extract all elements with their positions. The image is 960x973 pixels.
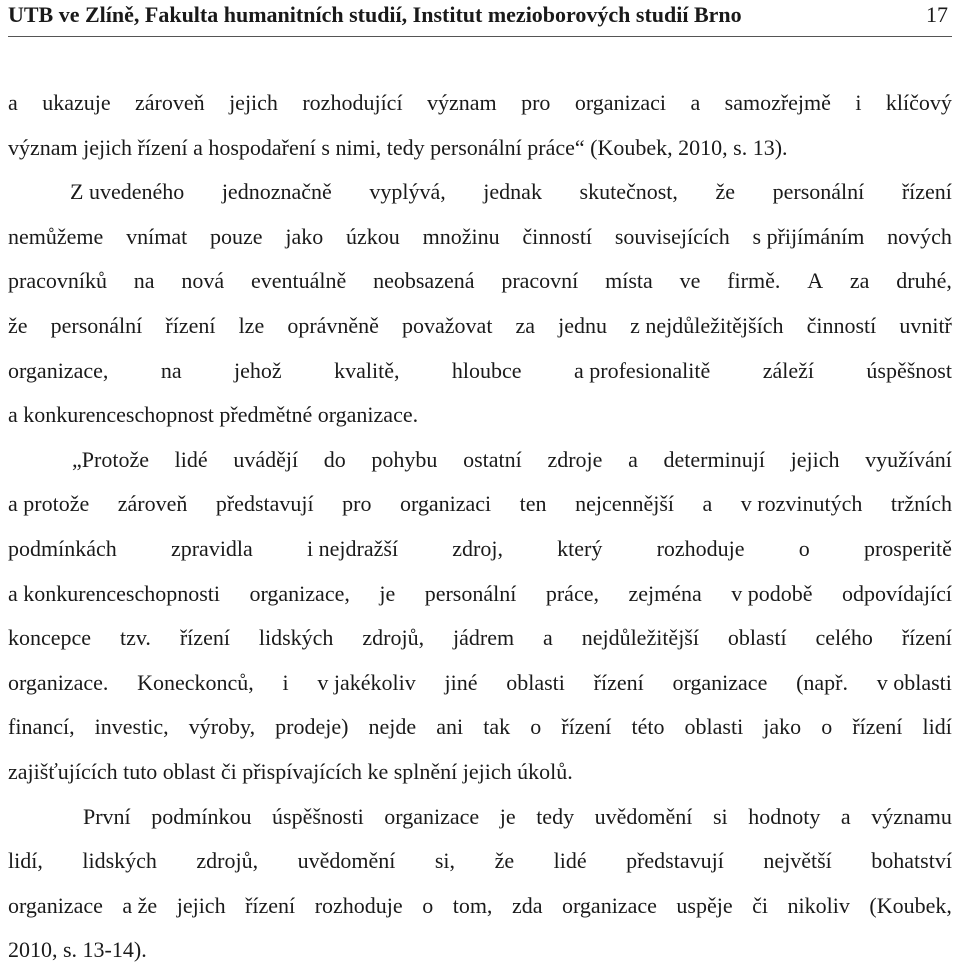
word: nemůžeme [8,223,104,249]
word: pohybu [371,446,438,472]
word: organizace [562,892,657,918]
text-line [8,884,952,929]
text-line [8,661,952,706]
text-line [8,616,952,661]
word: největší [763,848,832,874]
word: a [690,90,701,115]
word: determinují [663,446,765,472]
word: organizace [384,803,480,829]
word: lidé [553,848,587,874]
word: pro [342,491,372,517]
word: a že [122,892,158,918]
text-line [8,304,952,349]
word: nových [887,223,952,249]
word: tom, [452,892,493,918]
word: První [83,803,131,829]
word: v rozvinutých [740,491,863,517]
word: ukazuje [42,90,111,115]
word: ani [436,714,464,740]
word: řízení [245,892,296,918]
word: této [631,714,665,740]
word: celého [815,625,873,651]
word: a profesionalitě [574,357,711,383]
word: ve [679,268,701,294]
text-line [8,482,952,527]
word: skutečnost, [579,179,678,205]
word: (např. [796,669,848,695]
word: nejcennější [575,491,675,517]
word: a [840,803,851,829]
word: že [8,312,28,338]
page-header [8,0,952,37]
word: zdroj, [452,535,503,561]
text-line [8,259,952,304]
word: který [557,535,603,561]
word: jiné [444,669,478,695]
header-title: UTB ve Zlíně, Fakulta humanitních studií, Institut mezioborových studií Brno [8,2,742,27]
word: Z uvedeného [70,179,185,205]
text-line [8,572,952,617]
word: jejich [176,892,226,918]
word: zároveň [117,491,188,517]
word: jejich [229,90,278,115]
word: představují [626,848,724,874]
word: jejich [790,446,840,472]
word: o [422,892,434,918]
word: o [798,535,810,561]
word: organizaci [399,491,492,517]
word: jednu [558,312,608,338]
text-line: a konkurenceschopnost předmětné organizace. [8,402,419,428]
word: personální [772,179,865,205]
word: činností [522,223,593,249]
word: prodeje) [275,714,349,740]
word: a [628,446,638,472]
text-line: význam jejich řízení a hospodaření s nimi, tedy personální práce“ (Koubek, 2010, s. 13). [8,134,788,160]
word: výroby, [188,714,256,740]
text-line [8,215,952,260]
word: uvědomění [297,848,396,874]
word: práce, [545,580,599,606]
word: oprávněně [287,312,379,338]
word: významu [871,803,952,829]
word: řízení [901,625,952,651]
word: uspěje [676,892,733,918]
word: v oblasti [876,669,952,695]
word: na [160,357,182,383]
word: pouze [210,223,263,249]
word: personální [50,312,143,338]
word: pro [521,90,551,115]
word: zdroje [547,446,603,472]
text-line: 2010, s. 13-14). [8,937,147,963]
quote-first-line [8,438,952,483]
word: řízení [165,312,216,338]
word: o [530,714,542,740]
word: řízení [852,714,903,740]
word: koncepce [8,625,92,651]
word: ten [519,491,547,517]
word: jádrem [452,625,515,651]
word: uvědomění [594,803,693,829]
word: pracovníků [8,268,107,294]
word: oblastí [727,625,787,651]
word: vyplývá, [369,179,446,205]
word: o [821,714,833,740]
word: činností [806,312,877,338]
word: ostatní [463,446,522,472]
word: a [8,90,18,115]
word: považovat [402,312,493,338]
word: oblasti [684,714,744,740]
word: lidských [82,848,157,874]
word: prosperitě [863,535,952,561]
word: hodnoty [748,803,821,829]
word: rozhoduje [314,892,403,918]
word: že [494,848,515,874]
word: oblasti [506,669,565,695]
word: rozhoduje [656,535,745,561]
word: pracovní [501,268,579,294]
word: odpovídající [842,580,952,606]
word: úzkou [346,223,400,249]
word: řízení [561,714,612,740]
word: využívání [865,446,952,472]
word: hloubce [451,357,522,383]
word: tržních [890,491,952,517]
word: řízení [901,179,952,205]
word: podmínkách [8,535,117,561]
text-line [8,527,952,572]
word: a [543,625,553,651]
word: v podobě [731,580,813,606]
word: zdrojů, [362,625,425,651]
text-line [8,705,952,750]
word: vnímat [126,223,188,249]
word: místa [605,268,653,294]
word: organizace. [8,669,109,695]
text-line [8,349,952,394]
word: firmě. [727,268,781,294]
word: podmínkou [151,803,252,829]
word: na [133,268,155,294]
word: zdrojů, [196,848,259,874]
word: za [515,312,536,338]
word: do [323,446,346,472]
word: nová [181,268,225,294]
word: a protože [8,491,90,517]
word: organizace, [249,580,350,606]
word: Koneckonců, [137,669,254,695]
word: význam [426,90,497,115]
word: organizace, [8,357,109,383]
word: i [855,90,862,115]
word: nejdůležitější [581,625,699,651]
word: uvnitř [899,312,952,338]
word: nikoliv [787,892,850,918]
word: jako [285,223,324,249]
word: zejména [628,580,702,606]
word: lze [238,312,265,338]
word: A [807,268,824,294]
word: tzv. [119,625,151,651]
word: lidských [258,625,334,651]
word: s přijímáním [752,223,865,249]
word: zpravidla [170,535,253,561]
word: souvisejících [614,223,730,249]
word: v jakékoliv [317,669,416,695]
word: (Koubek, [869,892,952,918]
word: i [282,669,289,695]
word: záleží [762,357,814,383]
word: tedy [536,803,575,829]
word: tak [483,714,511,740]
text-line [8,839,952,884]
word: za [849,268,870,294]
paragraph-first-line [8,795,952,840]
text-line [8,81,952,126]
word: kvalitě, [334,357,400,383]
word: lidé [174,446,208,472]
word: nejde [368,714,417,740]
word: zda [511,892,543,918]
word: eventuálně [250,268,347,294]
body-text [8,81,952,973]
word: jehož [234,357,282,383]
word: samozřejmě [724,90,831,115]
text-line: zajišťujících tuto oblast či přispívajících ke splnění jejich úkolů. [8,758,573,784]
word: jednak [483,179,542,205]
word: druhé, [896,268,952,294]
word: bohatství [871,848,952,874]
word: úspěšnost [866,357,952,383]
word: řízení [593,669,644,695]
word: že [715,179,736,205]
word: klíčový [885,90,952,115]
word: organizaci [574,90,667,115]
word: množinu [422,223,500,249]
word: i nejdražší [307,535,399,561]
word: úspěšnosti [272,803,364,829]
word: financí, [8,714,75,740]
word: organizace [8,892,103,918]
word: jednoznačně [221,179,332,205]
word: je [499,803,516,829]
word: personální [424,580,517,606]
word: investic, [94,714,169,740]
word: či [752,892,768,918]
word: lidí, [8,848,43,874]
page-number: 17 [926,2,948,27]
word: představují [215,491,314,517]
word: z nejdůležitějších [630,312,784,338]
word: řízení [179,625,230,651]
word: a [702,491,713,517]
word: a konkurenceschopnosti [8,580,220,606]
word: jako [763,714,802,740]
word: lidí [922,714,952,740]
paragraph-first-line [8,170,952,215]
word: si [712,803,728,829]
word: organizace [672,669,768,695]
word: uvádějí [233,446,299,472]
word: si, [434,848,456,874]
word: „Protože [72,446,149,472]
word: rozhodující [302,90,403,115]
word: neobsazená [373,268,475,294]
word: je [379,580,396,606]
word: zároveň [135,90,205,115]
